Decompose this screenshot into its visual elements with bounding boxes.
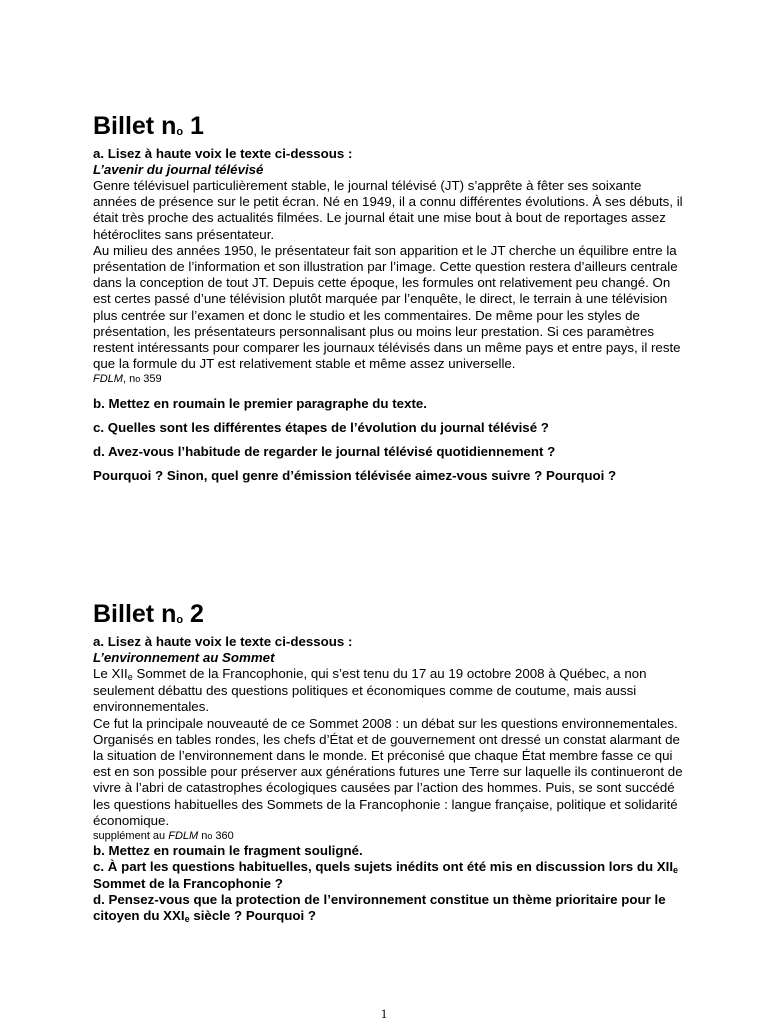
billet-1-question-c: c. Quelles sont les différentes étapes de l’évolution du journal télévisé ? — [93, 420, 549, 436]
billet-2-question-d: d. Pensez-vous que la protection de l’environnement constitue un thème prioritaire pour le citoyen du XXIe siècle ? Pourquoi ? — [93, 892, 666, 925]
billet-1 — [93, 112, 683, 484]
billet-1-paragraph-1: Genre télévisuel particulièrement stable, le journal télévisé (JT) s’apprête à fêter ses soixante années de présence sur le petit écran. Né en 1949, il a connu différentes évolutions. À ses débuts, il était très proche des actualités filmées. Le journal était une mise bout à bout de reportages assez hétéroclites sans présentateur. — [93, 178, 683, 242]
page-number: 1 — [380, 1006, 388, 1021]
billet-1-instruction-a: a. Lisez à haute voix le texte ci-dessous : — [93, 146, 353, 161]
billet-1-paragraph-2: Au milieu des années 1950, le présentateur fait son apparition et le JT cherche un équilibre entre la présentation de l’information et son illustration par l’image. Cette question restera d’ailleurs centrale dans la conception de tout JT. Depuis cette époque, les formules ont relativement peu changé. On est certes passé d’une télévision plutôt marquée par l’enquête, le direct, le terrain à une télévision plus centrée sur l’examen et donc le studio et les commentaires. De même pour les styles de présentation, les présentateurs personnalisant plus ou moins leur prestation. Si ces paramètres restent intéressants pour comparer les journaux télévisés dans un même pays et entre pays, il reste que la formule du JT est relativement stable et même assez universelle. — [93, 242, 681, 372]
billet-2-title: Billet no 2 — [93, 600, 204, 628]
billet-2-source: supplément au FDLM no 360 — [93, 830, 234, 843]
billet-2-paragraph-1: Le XIIe Sommet de la Francophonie, qui s’est tenu du 17 au 19 octobre 2008 à Québec, a non seulement débattu des questions politiques et économiques comme de coutume, mais aussi environnementales. — [93, 666, 647, 715]
billet-1-title: Billet no 1 — [93, 112, 204, 140]
billet-1-question-d-continued: Pourquoi ? Sinon, quel genre d’émission télévisée aimez-vous suivre ? Pourquoi ? — [93, 468, 617, 484]
billet-2-instruction-a: a. Lisez à haute voix le texte ci-dessous : — [93, 634, 353, 649]
billet-2-subtitle: L’environnement au Sommet — [93, 650, 275, 665]
billet-1-subtitle: L’avenir du journal télévisé — [93, 162, 264, 177]
billet-2 — [93, 600, 683, 925]
billet-2-paragraph-2: Ce fut la principale nouveauté de ce Sommet 2008 : un débat sur les questions environnementales. Organisés en tables rondes, les chefs d’État et de gouvernement ont dressé un constat alarmant de la situation de l’environnement dans le monde. Et préconisé que chaque État membre fasse ce qui est en son possible pour préserver aux générations futures une Terre sur laquelle ils continueront de vivre à l’abri de catastrophes écologiques causées par l’action des hommes. Puis, se sont succédé les questions habituelles des Sommets de la Francophonie : langue française, politique et solidarité économique. — [93, 715, 683, 828]
billet-1-source: FDLM, no 359 — [93, 373, 162, 386]
billet-1-question-d: d. Avez-vous l’habitude de regarder le journal télévisé quotidiennement ? — [93, 444, 556, 460]
billet-2-question-c: c. À part les questions habituelles, quels sujets inédits ont été mis en discussion lors du XIIe Sommet de la Francophonie ? — [93, 859, 679, 892]
billet-1-question-b: b. Mettez en roumain le premier paragraphe du texte. — [93, 396, 427, 412]
billet-2-question-b: b. Mettez en roumain le fragment souligné. — [93, 843, 363, 859]
